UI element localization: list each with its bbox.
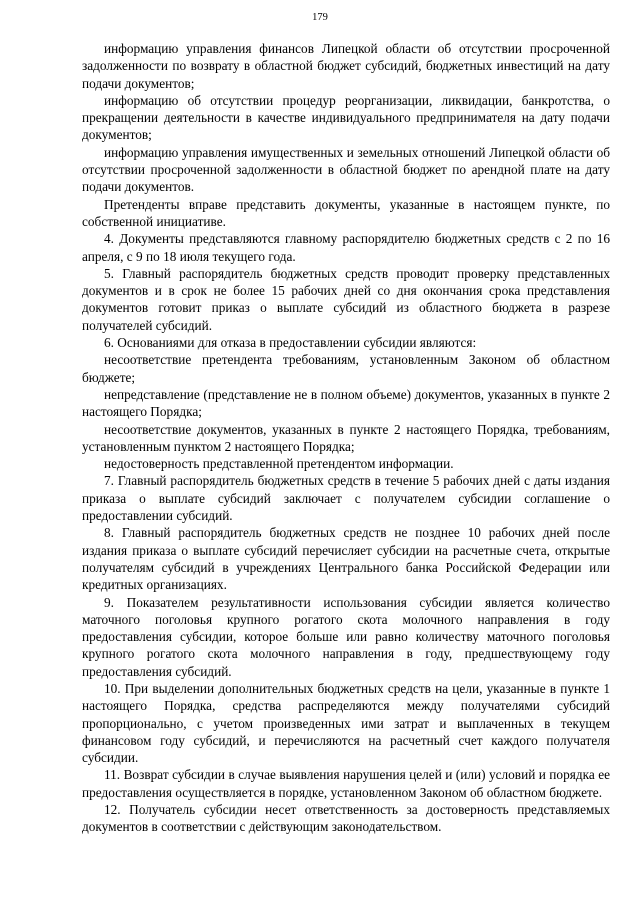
paragraph: 7. Главный распорядитель бюджетных средств в течение 5 рабочих дней с даты издания приказа о выплате субсидий заключает с получателем субсидии соглашение о предоставлении субсидий.	[82, 473, 610, 524]
paragraph: информацию об отсутствии процедур реорганизации, ликвидации, банкротства, о прекращении деятельности в качестве индивидуального предпринимателя на дату подачи документов;	[82, 92, 610, 143]
paragraph: 12. Получатель субсидии несет ответственность за достоверность представляемых документов в соответствии с действующим законодательством.	[82, 802, 610, 835]
paragraph: 10. При выделении дополнительных бюджетных средств на цели, указанные в пункте 1 настоящего Порядка, средства распределяются между получателями субсидий пропорционально, с учетом произведенных ими затрат и выплаченных в текущем финансовом году субсидий, и перечисляются на расчетный счет каждого получателя субсидии.	[82, 680, 610, 766]
paragraph: информацию управления имущественных и земельных отношений Липецкой области об отсутствии просроченной задолженности в областной бюджет по арендной плате на дату подачи документов.	[82, 144, 610, 195]
document-body	[82, 40, 610, 836]
paragraph: 9. Показателем результативности использования субсидии является количество маточного поголовья крупного рогатого скота молочного направления в году предоставления субсидии, которое больше или равно количеству маточного поголовья крупного рогатого скота молочного направления в году, предшествующему году предоставления субсидий.	[82, 594, 610, 679]
paragraph: 6. Основаниями для отказа в предоставлении субсидии являются:	[104, 335, 477, 351]
paragraph: несоответствие претендента требованиям, установленным Законом об областном бюджете;	[82, 352, 610, 385]
paragraph: Претенденты вправе представить документы, указанные в настоящем пункте, по собственной инициативе.	[82, 196, 610, 229]
paragraph: информацию управления финансов Липецкой области об отсутствии просроченной задолженности по возврату в областной бюджет субсидий, бюджетных инвестиций на дату подачи документов;	[82, 41, 610, 91]
paragraph: недостоверность представленной претендентом информации.	[104, 456, 454, 472]
paragraph: несоответствие документов, указанных в пункте 2 настоящего Порядка, требованиям, установленным пунктом 2 настоящего Порядка;	[82, 421, 610, 454]
paragraph: 5. Главный распорядитель бюджетных средств проводит проверку представленных документов и в срок не более 15 рабочих дней со дня окончания срока представления документов готовит приказ о выплате субсидий из областного бюджета в разрезе получателей субсидий.	[82, 265, 610, 333]
paragraph: 8. Главный распорядитель бюджетных средств не позднее 10 рабочих дней после издания приказа о выплате субсидий перечисляет субсидии на расчетные счета, открытые получателям субсидий в учреждениях Центрального банка Российской Федерации или кредитных организациях.	[82, 525, 610, 593]
paragraph: 4. Документы представляются главному распорядителю бюджетных средств с 2 по 16 апреля, с 9 по 18 июля текущего года.	[82, 231, 610, 264]
page-number: 179	[312, 12, 328, 23]
paragraph: 11. Возврат субсидии в случае выявления нарушения целей и (или) условий и порядка ее предоставления осуществляется в порядке, установленном Законом об областном бюджете.	[82, 767, 610, 800]
paragraph: непредставление (представление не в полном объеме) документов, указанных в пункте 2 настоящего Порядка;	[82, 386, 610, 420]
